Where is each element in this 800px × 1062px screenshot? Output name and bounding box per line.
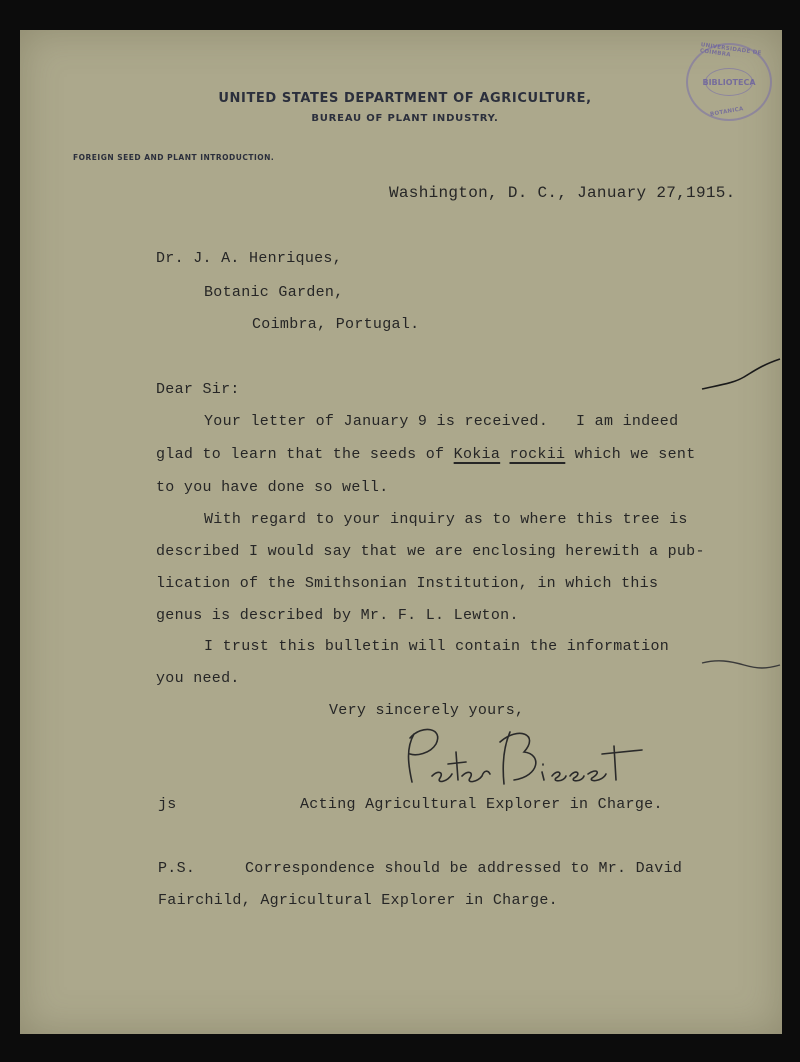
body-p2-line3: lication of the Smithsonian Institution, in which this (156, 575, 659, 592)
salutation: Dear Sir: (156, 381, 240, 398)
ps-line1: Correspondence should be addressed to Mr. David (245, 860, 683, 877)
body-p1-line3: to you have done so well. (156, 479, 389, 496)
species-epithet: rockii (509, 446, 566, 463)
handwritten-signature (392, 724, 652, 788)
letterhead-division: FOREIGN SEED AND PLANT INTRODUCTION. (73, 153, 275, 162)
recipient-institution: Botanic Garden, (204, 284, 344, 301)
closing: Very sincerely yours, (329, 702, 525, 719)
letterhead-department: UNITED STATES DEPARTMENT OF AGRICULTURE, (218, 91, 592, 106)
signer-title: Acting Agricultural Explorer in Charge. (300, 796, 663, 813)
place-date: Washington, D. C., January 27,1915. (389, 184, 736, 202)
ps-label: P.S. (158, 860, 196, 877)
paper-crease-lower (700, 655, 782, 679)
body-p2-line1: With regard to your inquiry as to where this tree is (204, 511, 688, 528)
stamp-ring-top: UNIVERSIDADE DE COIMBRA (699, 42, 762, 59)
body-p1-line2-start: glad to learn that the seeds of (156, 446, 454, 463)
stamp-center-text: BIBLIOTECA (702, 77, 756, 87)
stamp-ring-bottom: BOTANICA (709, 106, 745, 118)
body-p1-line1: Your letter of January 9 is received. I am indeed (204, 413, 679, 430)
library-stamp (686, 43, 772, 121)
letterhead-bureau: BUREAU OF PLANT INDUSTRY. (311, 113, 499, 124)
ps-line2: Fairchild, Agricultural Explorer in Charge. (158, 892, 558, 909)
recipient-name: Dr. J. A. Henriques, (156, 250, 343, 267)
body-p2-line2: described I would say that we are enclosing herewith a pub- (156, 543, 705, 560)
body-p3-line2: you need. (156, 670, 240, 687)
body-p1-line2-end: which we sent (565, 446, 696, 463)
letter-paper (20, 30, 782, 1034)
body-p1-line2 (156, 446, 696, 463)
body-p3-line1: I trust this bulletin will contain the information (204, 638, 670, 655)
typist-initials: js (158, 796, 177, 813)
species-genus: Kokia (453, 446, 501, 463)
body-p2-line4: genus is described by Mr. F. L. Lewton. (156, 607, 519, 624)
paper-crease-upper (700, 355, 782, 395)
recipient-location: Coimbra, Portugal. (252, 316, 420, 333)
